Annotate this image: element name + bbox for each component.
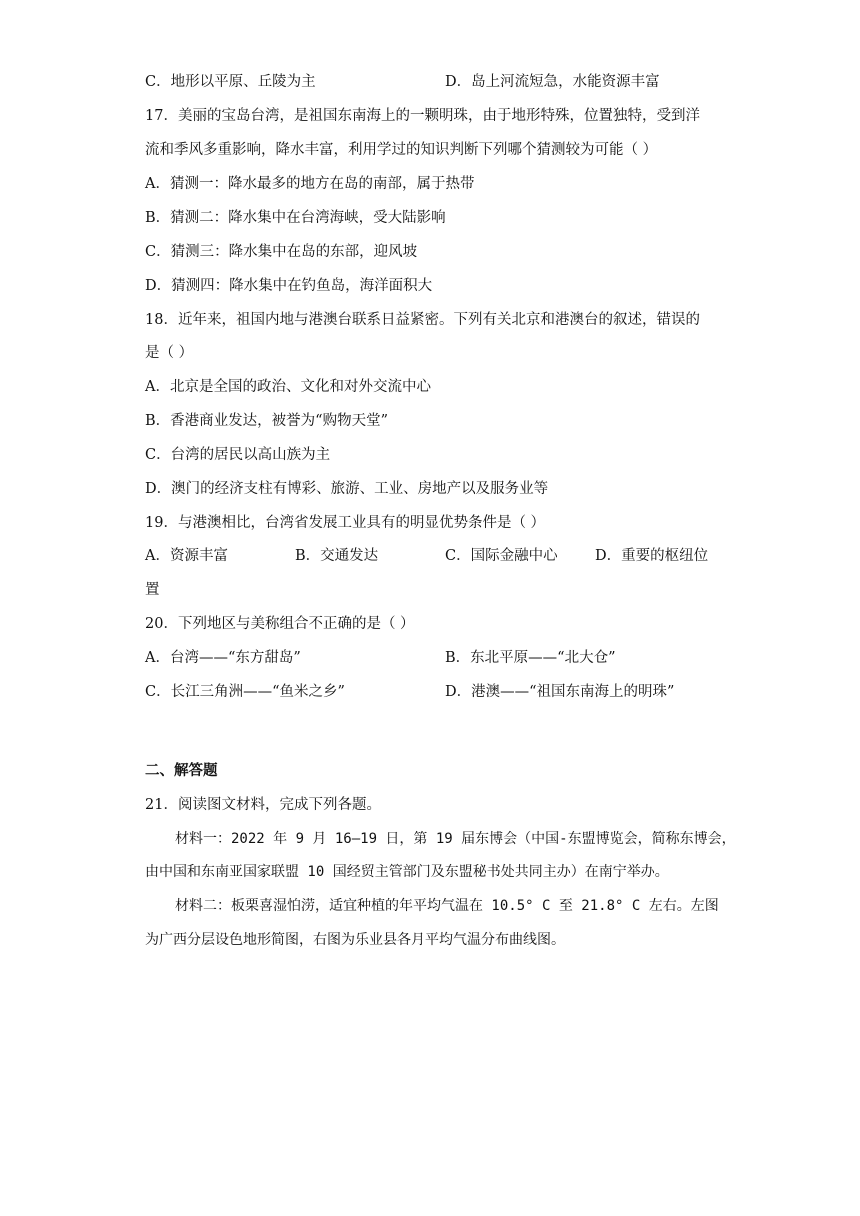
- q18-option-c: C．台湾的居民以高山族为主: [145, 447, 331, 463]
- q21-material2-line2: 为广西分层设色地形简图，右图为乐业县各月平均气温分布曲线图。: [145, 932, 565, 948]
- q18-option-b: B．香港商业发达，被誉为“购物天堂”: [145, 413, 388, 429]
- q17-option-d: D．猜测四：降水集中在钓鱼岛，海洋面积大: [145, 278, 433, 294]
- q21-material1-line1: 材料一：2022 年 9 月 16—19 日，第 19 届东博会（中国-东盟博览会，简称东博会，: [175, 831, 736, 847]
- q17-stem-line2: 流和季风多重影响，降水丰富，利用学过的知识判断下列哪个猜测较为可能（ ）: [145, 142, 658, 158]
- q21-material1-line2: 由中国和东南亚国家联盟 10 国经贸主管部门及东盟秘书处共同主办）在南宁举办。: [145, 864, 669, 880]
- q20-stem: 20．下列地区与美称组合不正确的是（ ）: [145, 616, 415, 632]
- q16-option-d: D．岛上河流短急，水能资源丰富: [445, 74, 660, 90]
- q17-option-c: C．猜测三：降水集中在岛的东部，迎风坡: [145, 244, 418, 260]
- section-title: 二、解答题: [145, 762, 218, 779]
- q18-option-a: A．北京是全国的政治、文化和对外交流中心: [145, 379, 431, 395]
- q21-stem: 21．阅读图文材料，完成下列各题。: [145, 797, 381, 813]
- q19-option-d-wrap: 置: [145, 582, 160, 598]
- q21-material2-line1: 材料二：板栗喜湿怕涝，适宜种植的年平均气温在 10.5° C 至 21.8° C 左右。左图: [175, 898, 719, 914]
- q20-option-c: C．长江三角洲——“鱼米之乡”: [145, 684, 345, 700]
- q19-option-c: C．国际金融中心: [445, 548, 558, 564]
- q18-stem-line1: 18．近年来，祖国内地与港澳台联系日益紧密。下列有关北京和港澳台的叙述，错误的: [145, 312, 700, 328]
- q17-option-a: A．猜测一：降水最多的地方在岛的南部，属于热带: [145, 176, 475, 192]
- q16-option-c: C．地形以平原、丘陵为主: [145, 74, 316, 90]
- q19-stem: 19．与港澳相比，台湾省发展工业具有的明显优势条件是（ ）: [145, 515, 546, 531]
- q19-option-a: A．资源丰富: [145, 548, 228, 564]
- q19-option-b: B．交通发达: [295, 548, 379, 564]
- q17-option-b: B．猜测二：降水集中在台湾海峡，受大陆影响: [145, 210, 446, 226]
- q20-option-a: A．台湾——“东方甜岛”: [145, 650, 301, 666]
- q17-stem-line1: 17．美丽的宝岛台湾，是祖国东南海上的一颗明珠，由于地形特殊，位置独特，受到洋: [145, 108, 700, 124]
- q20-option-b: B．东北平原——“北大仓”: [445, 650, 616, 666]
- q19-option-d: D．重要的枢纽位: [595, 548, 709, 564]
- q20-option-d: D．港澳——“祖国东南海上的明珠”: [445, 684, 675, 700]
- q18-option-d: D．澳门的经济支柱有博彩、旅游、工业、房地产以及服务业等: [145, 481, 549, 497]
- q18-stem-line2: 是（ ）: [145, 345, 194, 361]
